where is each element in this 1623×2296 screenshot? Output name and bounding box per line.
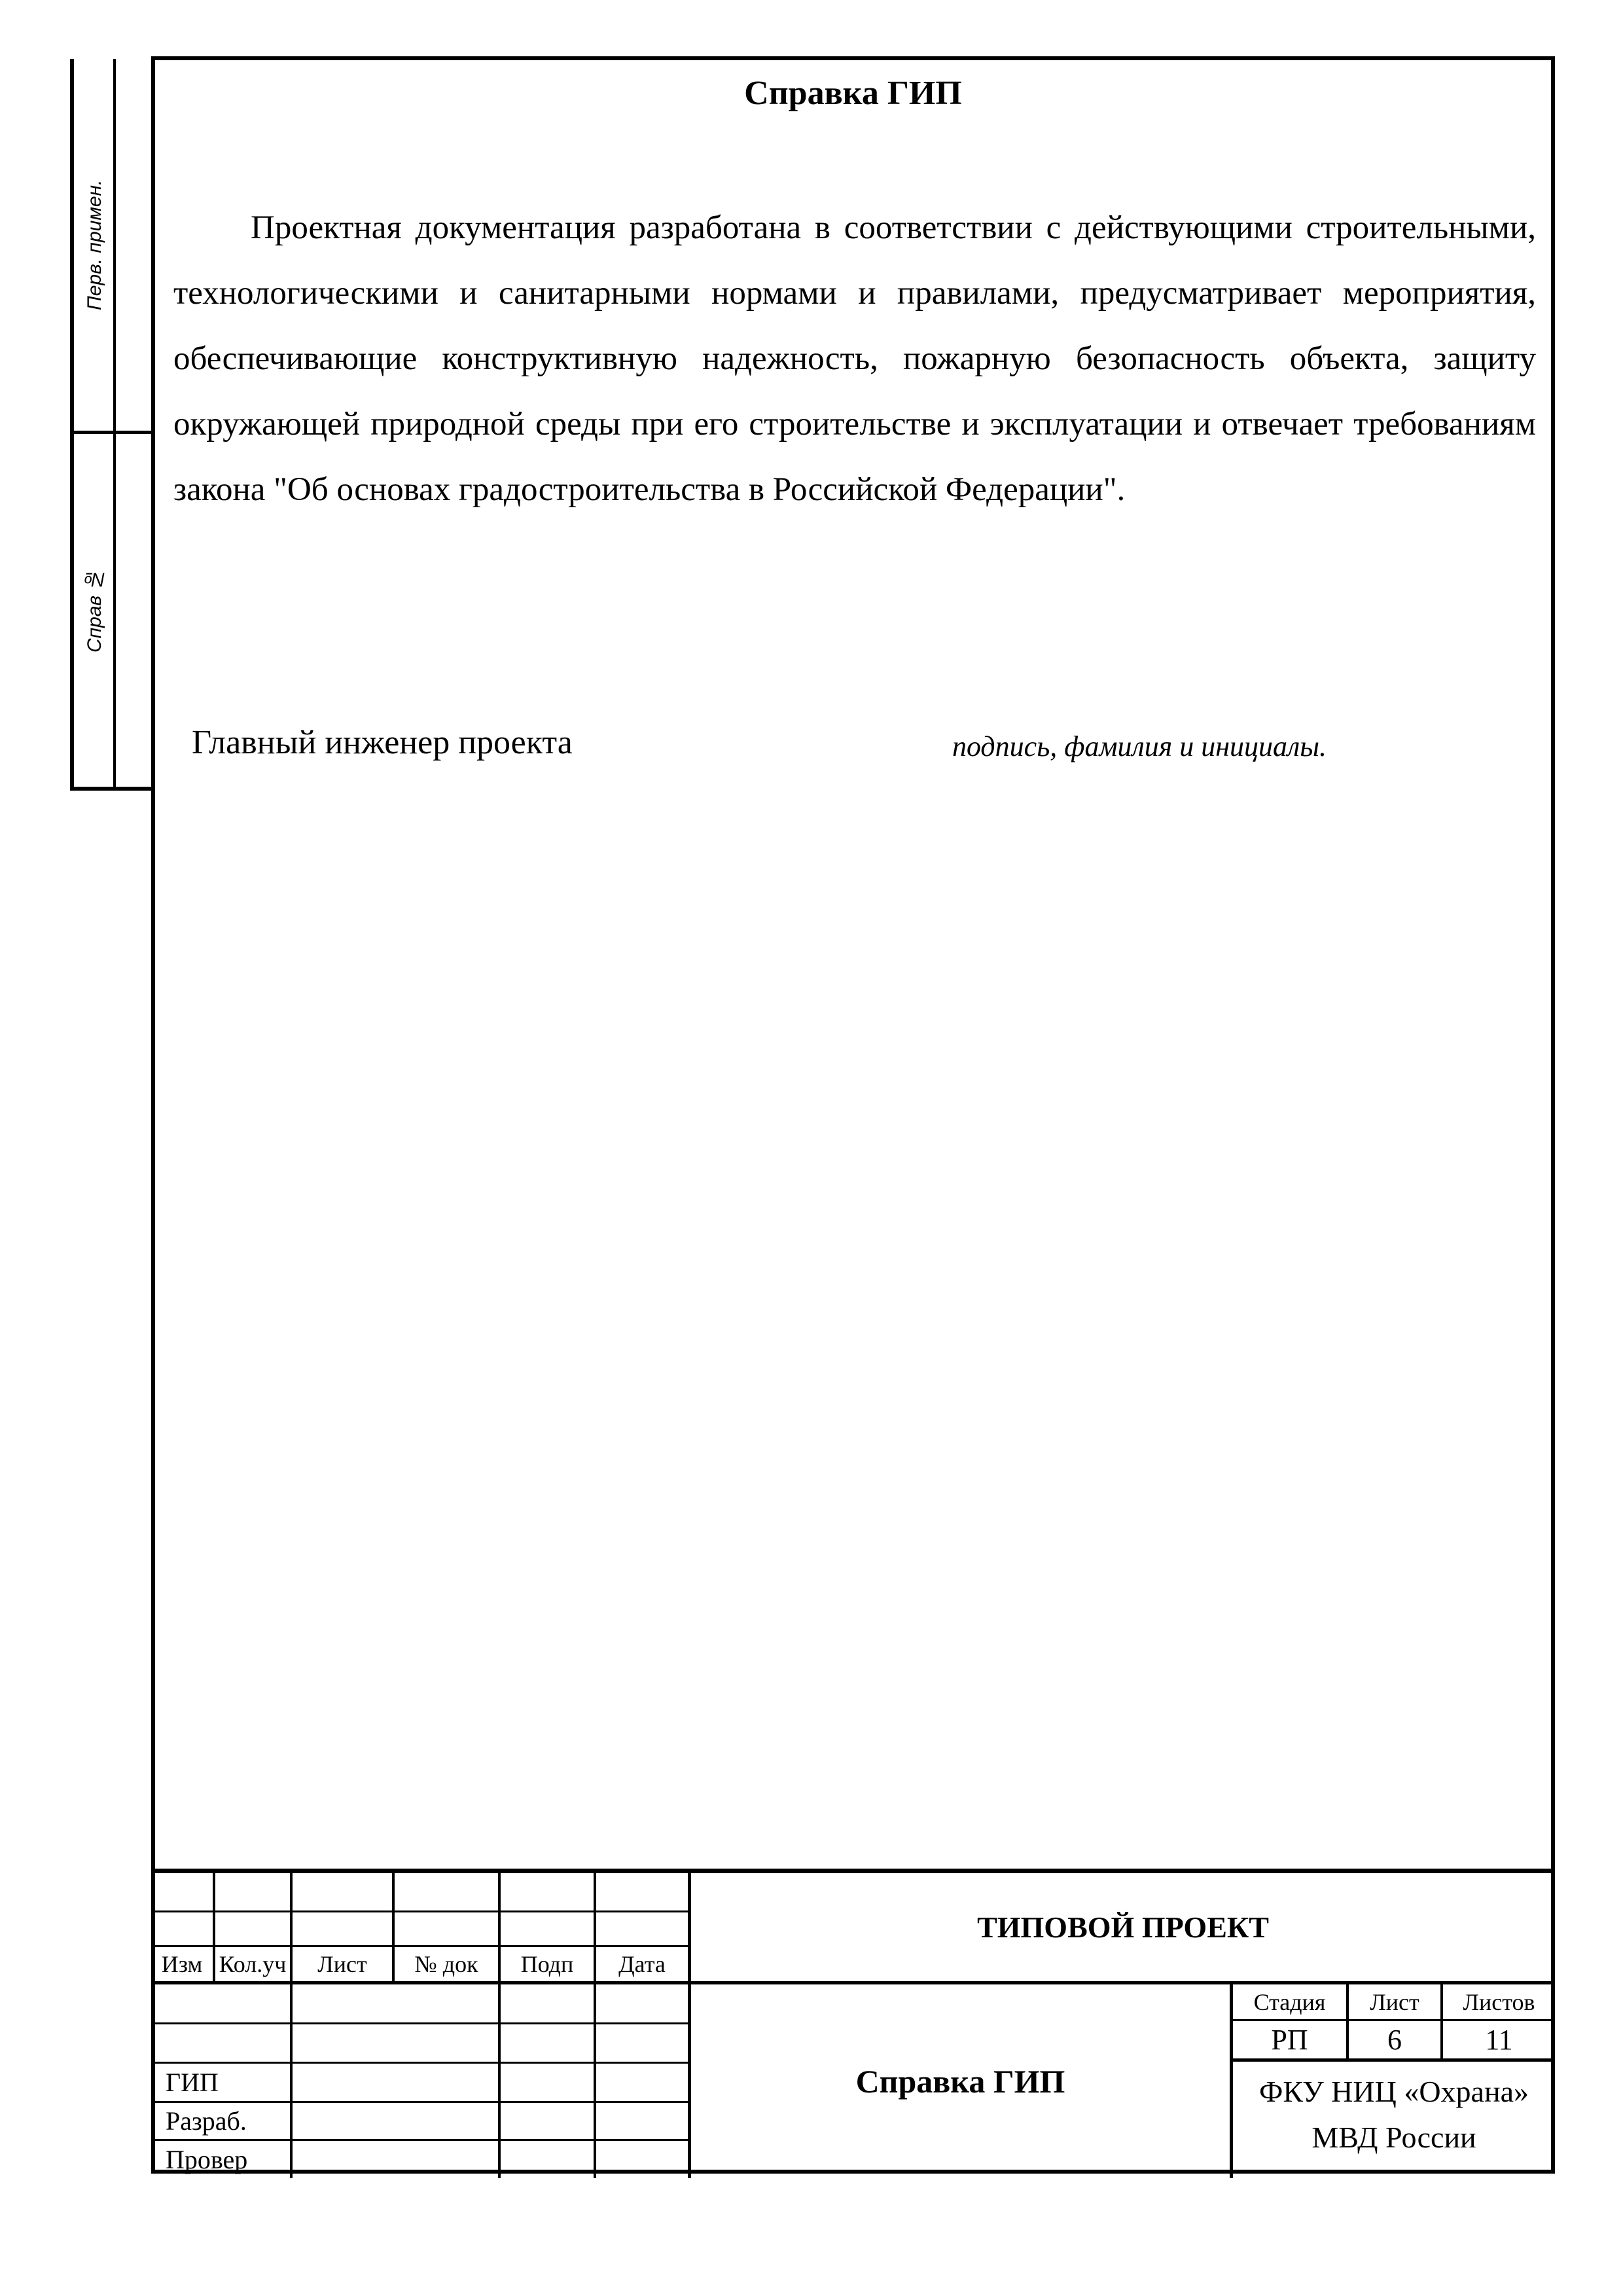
stamp-sheet-label: Лист bbox=[1370, 1988, 1419, 2015]
stamp-header-kol-uch: Кол.уч bbox=[219, 1951, 287, 1977]
stamp-role-razrab: Разраб. bbox=[166, 2106, 247, 2136]
stamp-org-line2: МВД России bbox=[1311, 2120, 1476, 2154]
side-label-sprav-no: Справ № bbox=[84, 568, 105, 653]
stamp-grid-line bbox=[151, 2022, 689, 2024]
title-block bbox=[151, 1869, 1555, 2178]
stamp-org-line1: ФКУ НИЦ «Охрана» bbox=[1258, 2074, 1529, 2108]
signature-label: Главный инженер проекта bbox=[192, 724, 573, 761]
stamp-role-gip: ГИП bbox=[166, 2068, 219, 2097]
stamp-grid-line bbox=[151, 1910, 689, 1912]
body-paragraph: Проектная документация разработана в соответствии с действующими строительными, технологическими и санитарными нормами и правилами, предусматривает мероприятия, обеспечивающие конструктивную надежность, пожарную безопасность объекта, защиту окружающей природной среды при его строительстве и эксплуатации и отвечает требованиям закона "Об основах градостроительства в Российской Федерации". bbox=[173, 209, 1536, 508]
stamp-grid-line bbox=[498, 1873, 501, 2178]
stamp-header-podp: Подп bbox=[520, 1951, 574, 1977]
stamp-grid-line bbox=[1231, 2058, 1555, 2062]
stamp-header-no-dok: № док bbox=[414, 1951, 478, 1977]
page-title: Справка ГИП bbox=[744, 75, 962, 112]
stamp-sheets-value: 11 bbox=[1485, 2024, 1513, 2056]
stamp-stage-value: РП bbox=[1271, 2024, 1308, 2056]
project-title: ТИПОВОЙ ПРОЕКТ bbox=[977, 1910, 1269, 1944]
stamp-role-prover: Провер bbox=[166, 2145, 248, 2174]
side-stamp bbox=[70, 59, 151, 791]
stamp-sheet-value: 6 bbox=[1387, 2024, 1402, 2056]
stamp-header-list: Лист bbox=[317, 1951, 367, 1977]
side-label-perv-primen: Перв. примен. bbox=[84, 179, 105, 310]
stamp-sheets-label: Листов bbox=[1463, 1988, 1535, 2015]
signature-hint: подпись, фамилия и инициалы. bbox=[952, 730, 1327, 762]
stamp-header-izm: Изм bbox=[161, 1951, 203, 1977]
stamp-header-data: Дата bbox=[618, 1951, 666, 1977]
stamp-grid-line bbox=[290, 1873, 293, 2178]
stamp-doc-title: Справка ГИП bbox=[855, 2063, 1065, 2100]
stamp-stage-label: Стадия bbox=[1253, 1988, 1326, 2015]
stamp-grid-line bbox=[594, 1873, 596, 2178]
